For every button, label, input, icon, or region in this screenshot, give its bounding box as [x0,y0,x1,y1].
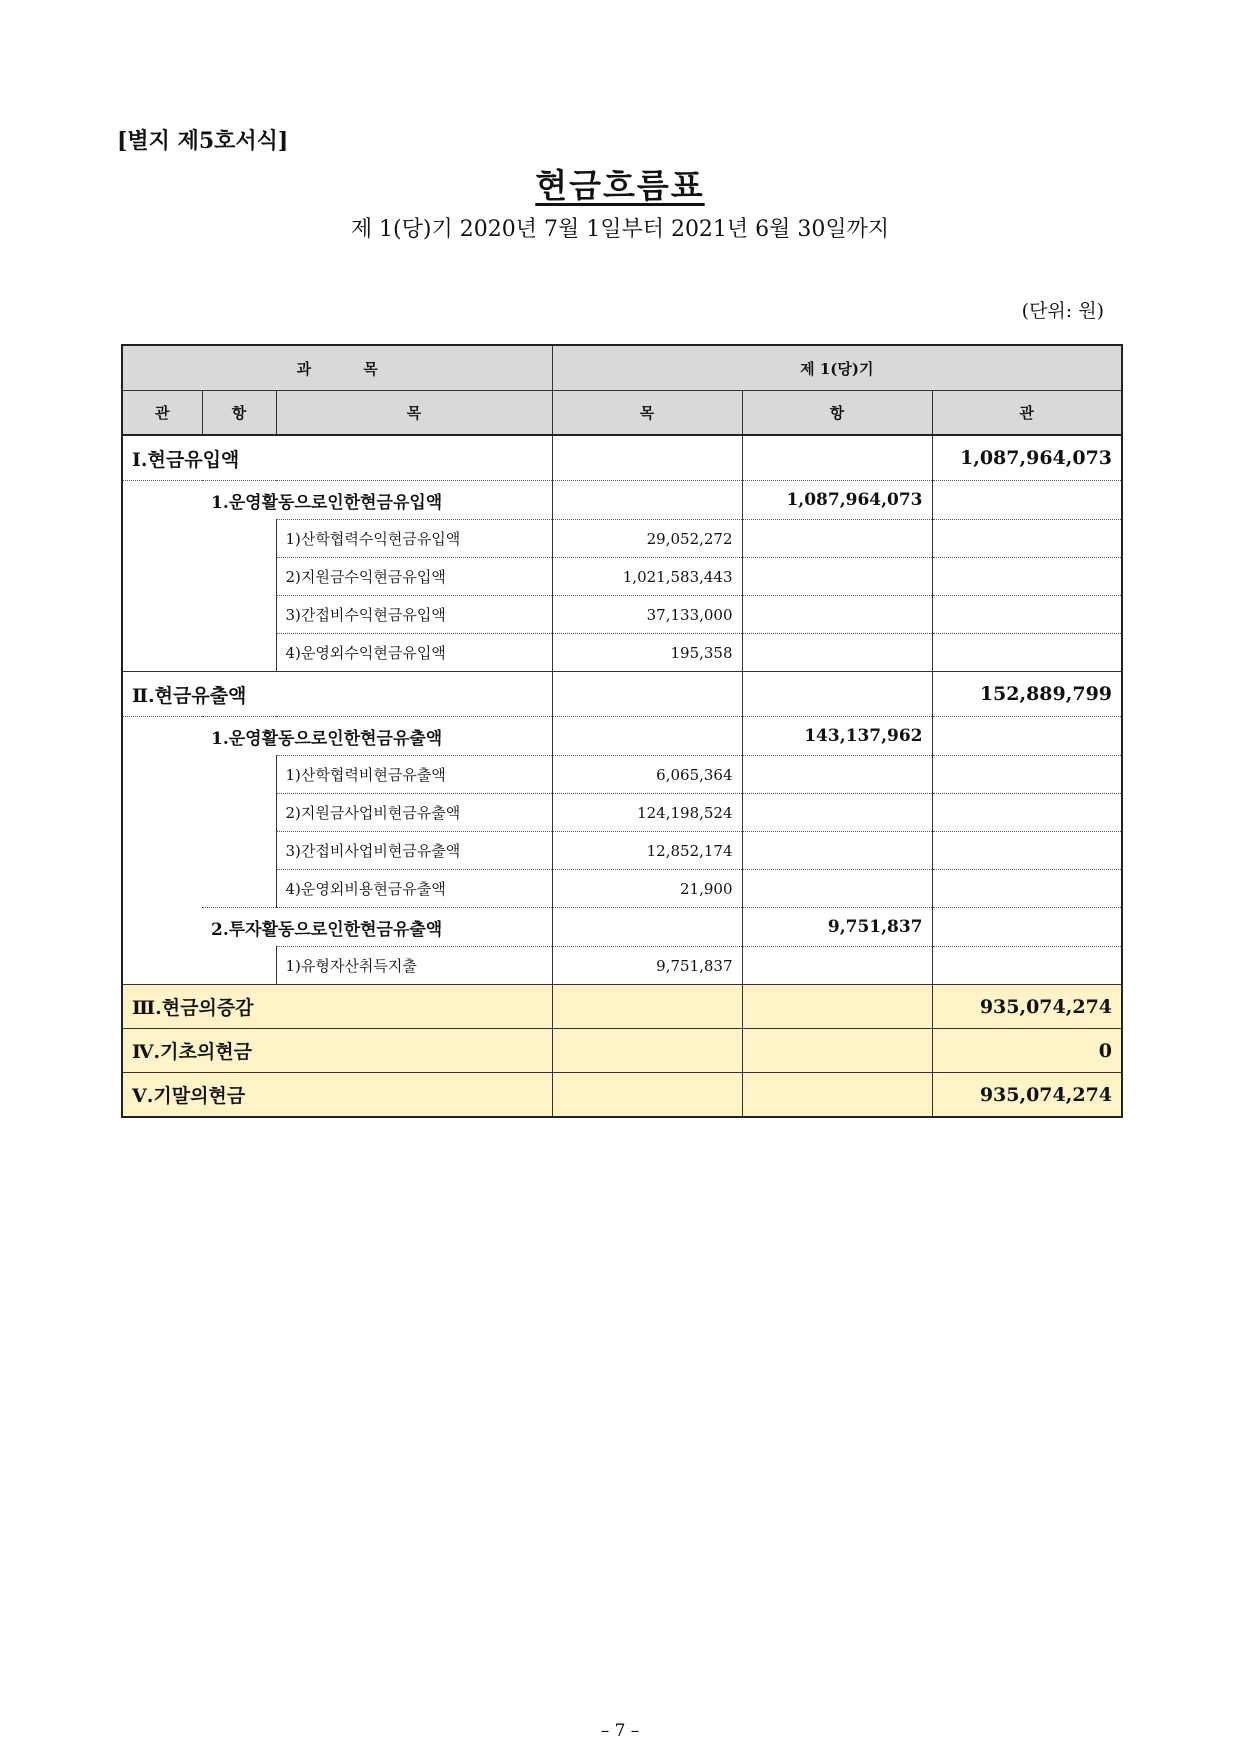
item-label: 1)산학협력수익현금유입액 [276,520,552,558]
item-label: 1)유형자산취득지출 [276,947,552,985]
item-amount: 29,052,272 [552,520,742,558]
document-title: 현금흐름표 [535,166,705,205]
summary-amount: 935,074,274 [932,985,1122,1029]
outflow-operating-amount: 143,137,962 [742,717,932,756]
item-label: 2)지원금사업비현금유출액 [276,794,552,832]
outflow-section-row [122,672,1122,717]
col-hang-header: 항 [202,391,276,436]
outflow-investing-row [122,908,1122,947]
inflow-operating-label: 1.운영활동으로인한현금유입액 [202,481,552,520]
col-mok-header: 목 [276,391,552,436]
table-row [122,870,1122,908]
summary-amount: 935,074,274 [932,1073,1122,1118]
outflow-investing-label: 2.투자활동으로인한현금유출액 [202,908,552,947]
outflow-gwan-amount: 152,889,799 [932,672,1122,717]
item-label: 3)간접비사업비현금유출액 [276,832,552,870]
fiscal-period: 제 1(당)기 2020년 7월 1일부터 2021년 6월 30일까지 [350,217,890,242]
cash-flow-table [121,344,1123,1118]
table-row [122,596,1122,634]
page-number: – 7 – [600,1721,640,1741]
item-label: 4)운영외수익현금유입액 [276,634,552,672]
header-row-2 [122,391,1122,436]
item-label: 4)운영외비용현금유출액 [276,870,552,908]
summary-label: Ⅴ.기말의현금 [122,1073,552,1118]
summary-row-net-change [122,985,1122,1029]
inflow-section-row [122,435,1122,481]
table-row [122,947,1122,985]
table-row [122,832,1122,870]
table-row [122,756,1122,794]
inflow-gwan-amount: 1,087,964,073 [932,435,1122,481]
form-label: [별지 제5호서식] [117,128,289,154]
summary-label: Ⅲ.현금의증감 [122,985,552,1029]
item-amount: 6,065,364 [552,756,742,794]
item-amount: 21,900 [552,870,742,908]
fiscal-period-header: 제 1(당)기 [552,345,1122,391]
item-label: 3)간접비수익현금유입액 [276,596,552,634]
item-label: 2)지원금수익현금유입액 [276,558,552,596]
item-amount: 195,358 [552,634,742,672]
inflow-label: Ⅰ.현금유입액 [122,435,552,481]
item-amount: 1,021,583,443 [552,558,742,596]
summary-row-beginning [122,1029,1122,1073]
inflow-operating-row [122,481,1122,520]
outflow-label: Ⅱ.현금유출액 [122,672,552,717]
item-amount: 37,133,000 [552,596,742,634]
outflow-investing-amount: 9,751,837 [742,908,932,947]
col-gwan-header: 관 [122,391,202,436]
summary-label: Ⅳ.기초의현금 [122,1029,552,1073]
item-amount: 9,751,837 [552,947,742,985]
header-row-1 [122,345,1122,391]
item-amount: 124,198,524 [552,794,742,832]
col-amount-mok-header: 목 [552,391,742,436]
document-title-wrap [0,160,1240,207]
outflow-operating-label: 1.운영활동으로인한현금유출액 [202,717,552,756]
summary-amount: 0 [932,1029,1122,1073]
table-row [122,520,1122,558]
table-row [122,634,1122,672]
col-amount-gwan-header: 관 [932,391,1122,436]
table-row [122,794,1122,832]
item-label: 1)산학협력비현금유출액 [276,756,552,794]
unit-label: (단위: 원) [1021,300,1104,322]
item-amount: 12,852,174 [552,832,742,870]
inflow-operating-amount: 1,087,964,073 [742,481,932,520]
account-group-header: 과 목 [122,345,552,391]
table-row [122,558,1122,596]
outflow-operating-row [122,717,1122,756]
summary-row-ending [122,1073,1122,1118]
col-amount-hang-header: 항 [742,391,932,436]
